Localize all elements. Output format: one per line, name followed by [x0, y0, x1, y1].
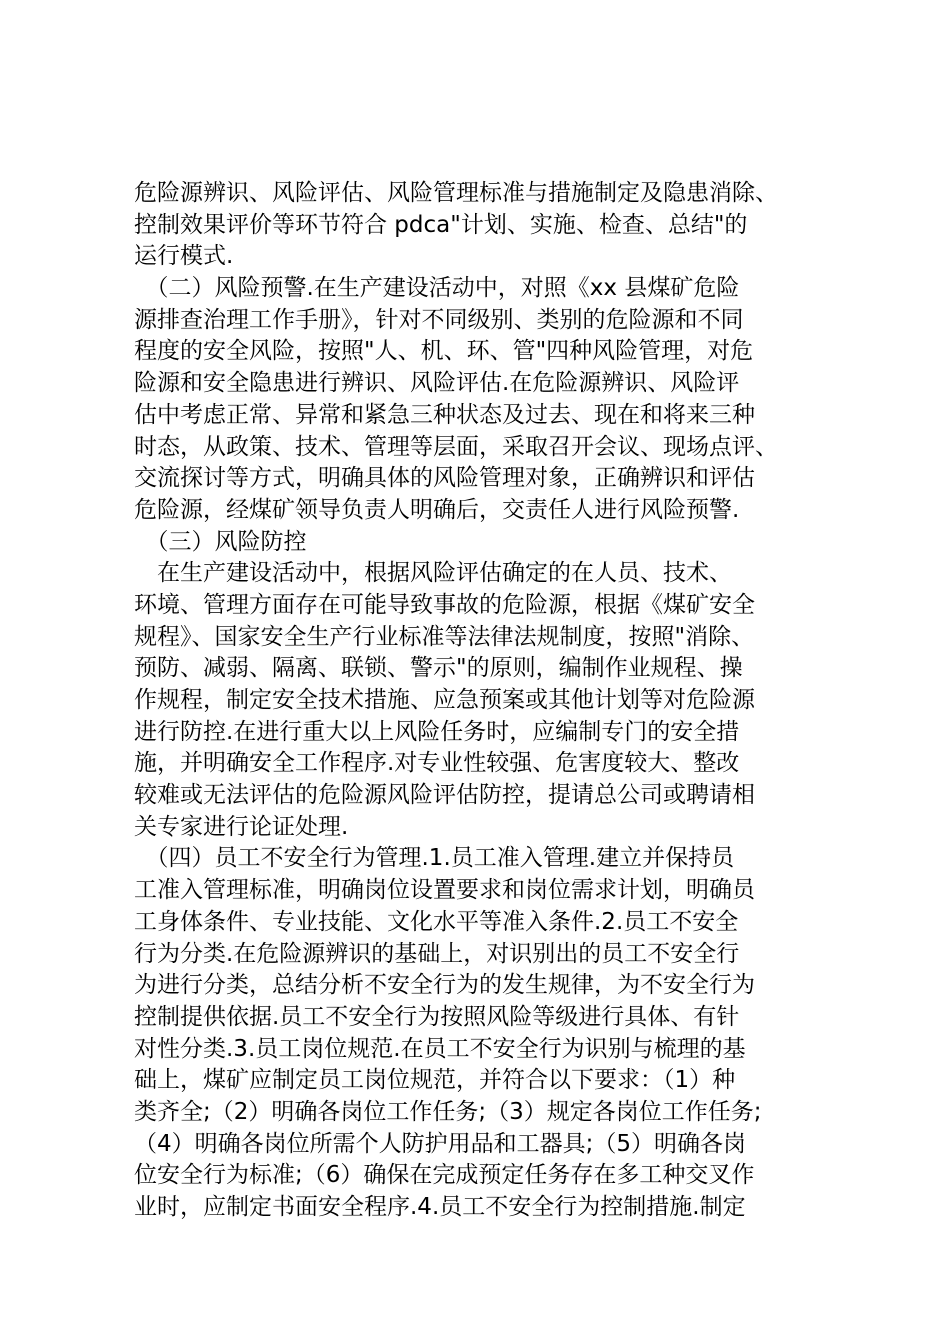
text-line: 交流探讨等方式，明确具体的风险管理对象，正确辨识和评估: [134, 465, 755, 492]
document-body: [134, 178, 834, 1224]
text-line: 进行防控.在进行重大以上风险任务时，应编制专门的安全措: [134, 718, 740, 745]
text-line: 控制效果评价等环节符合 pdca"计划、实施、检查、总结"的: [134, 211, 748, 238]
text-line: 施，并明确安全工作程序.对专业性较强、危害度较大、整改: [134, 750, 740, 777]
text-line: 础上，煤矿应制定员工岗位规范，并符合以下要求：（1）种: [134, 1067, 736, 1094]
text-line: 运行模式.: [134, 243, 234, 270]
text-line: 业时，应制定书面安全程序.4.员工不安全行为控制措施.制定: [134, 1194, 746, 1220]
text-line: 危险源辨识、风险评估、风险管理标准与措施制定及隐患消除、: [134, 180, 778, 206]
text-line: 类齐全;（2）明确各岗位工作任务;（3）规定各岗位工作任务;: [134, 1098, 762, 1125]
text-line: 作规程，制定安全技术措施、应急预案或其他计划等对危险源: [134, 687, 755, 713]
text-line: 为进行分类，总结分析不安全行为的发生规律，为不安全行为: [134, 972, 755, 999]
text-line: 程度的安全风险，按照"人、机、环、管"四种风险管理，对危: [134, 338, 754, 365]
text-line: 控制提供依据.员工不安全行为按照风险等级进行具体、有针: [134, 1003, 740, 1030]
text-line: 工身体条件、专业技能、文化水平等准入条件.2.员工不安全: [134, 908, 739, 935]
text-line: 较难或无法评估的危险源风险评估防控，提请总公司或聘请相: [134, 782, 755, 809]
text-line: 预防、减弱、隔离、联锁、警示"的原则，编制作业规程、操: [134, 655, 743, 682]
text-line: 时态，从政策、技术、管理等层面，采取召开会议、现场点评、: [134, 433, 778, 460]
text-line: （二）风险预警.在生产建设活动中，对照《xx 县煤矿危险: [134, 275, 740, 302]
text-line: （4）明确各岗位所需个人防护用品和工器具;（5）明确各岗: [134, 1130, 747, 1157]
text-line: 险源和安全隐患进行辨识、风险评估.在危险源辨识、风险评: [134, 370, 740, 397]
text-line: 在生产建设活动中，根据风险评估确定的在人员、技术、: [134, 560, 732, 587]
text-line: 对性分类.3.员工岗位规范.在员工不安全行为识别与梳理的基: [134, 1035, 746, 1062]
text-line: 行为分类.在危险源辨识的基础上，对识别出的员工不安全行: [134, 940, 740, 967]
text-line: （四）员工不安全行为管理.1.员工准入管理.建立并保持员: [134, 845, 735, 872]
section-heading: （三）风险防控: [134, 528, 307, 555]
text-line: 估中考虑正常、异常和紧急三种状态及过去、现在和将来三种: [134, 401, 755, 428]
text-line: 危险源，经煤矿领导负责人明确后，交责任人进行风险预警.: [134, 496, 740, 523]
text-line: 关专家进行论证处理.: [134, 813, 349, 840]
text-line: 规程》、国家安全生产行业标准等法律法规制度，按照"消除、: [134, 623, 755, 650]
text-line: 环境、管理方面存在可能导致事故的危险源，根据《煤矿安全: [134, 591, 755, 618]
text-line: 工准入管理标准，明确岗位设置要求和岗位需求计划，明确员: [134, 877, 755, 904]
text-line: 源排查治理工作手册》，针对不同级别、类别的危险源和不同: [134, 306, 744, 333]
text-line: 位安全行为标准;（6）确保在完成预定任务存在多工种交叉作: [134, 1162, 755, 1189]
